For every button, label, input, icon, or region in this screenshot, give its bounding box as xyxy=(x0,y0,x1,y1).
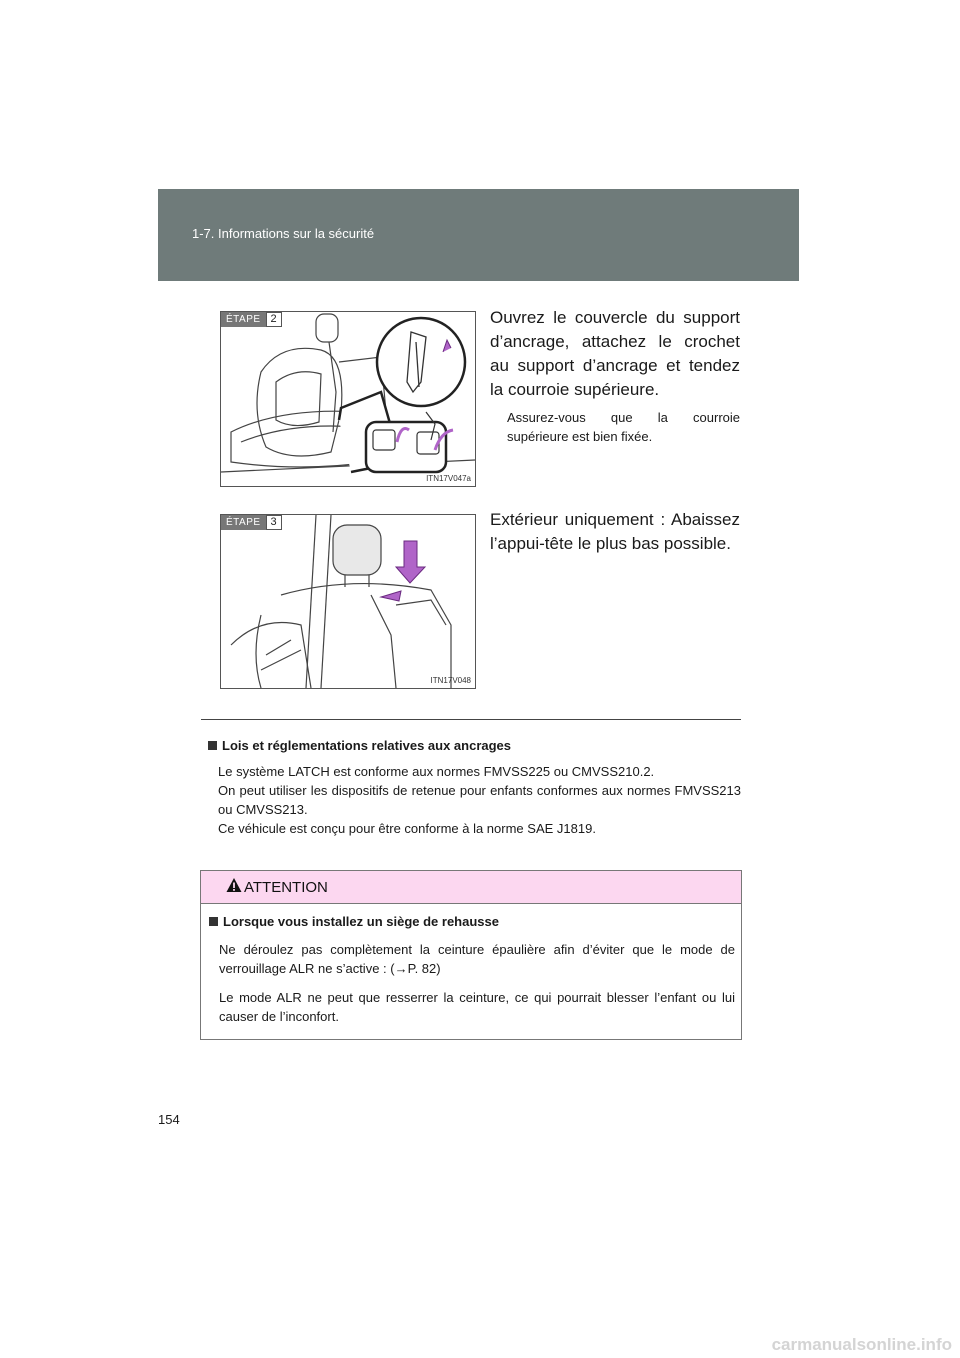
info-section-body xyxy=(218,762,741,838)
step-2-note: Assurez-vous que la courroie supérieure est bien fixée. xyxy=(507,410,740,444)
info-paragraph: Le système LATCH est conforme aux normes FMVSS225 ou CMVSS210.2. xyxy=(218,764,655,779)
warning-paragraph: Ne déroulez pas complètement la ceinture épaulière afin d’éviter que le mode de verrouillage ALR ne s’active : (→P. 82) xyxy=(219,942,735,976)
warning-triangle-icon xyxy=(226,877,242,893)
step-label: ÉTAPE xyxy=(221,312,266,327)
step-3-instruction: Extérieur uniquement : Abaissez l’appui-tête le plus bas possible. xyxy=(490,510,740,553)
section-header xyxy=(158,189,799,281)
section-title: 1-7. Informations sur la sécurité xyxy=(192,226,375,241)
step-badge xyxy=(221,515,282,530)
info-paragraph: Ce véhicule est conçu pour être conforme à la norme SAE J1819. xyxy=(218,821,596,836)
headrest-lowering-illustration xyxy=(221,515,475,688)
watermark: carmanualsonline.info xyxy=(771,1335,952,1354)
warning-subtitle: Lorsque vous installez un siège de rehausse xyxy=(209,914,499,929)
step-label: ÉTAPE xyxy=(221,515,266,530)
step-2-instruction: Ouvrez le couvercle du support d’ancrage, attachez le crochet au support d’ancrage et tendez la courroie supérieure. xyxy=(490,308,740,399)
warning-box xyxy=(200,870,742,1040)
step-badge xyxy=(221,312,282,327)
figure-code: ITN17V047a xyxy=(426,474,471,483)
warning-paragraph: Le mode ALR ne peut que resserrer la ceinture, ce qui pourrait blesser l’enfant ou lui causer de l’inconfort. xyxy=(219,990,735,1024)
step-2-figure xyxy=(220,311,476,487)
page-number: 154 xyxy=(158,1112,180,1127)
warning-title: ATTENTION xyxy=(244,879,328,896)
square-bullet-icon xyxy=(209,917,218,926)
info-section-title: Lois et réglementations relatives aux ancrages xyxy=(208,738,511,753)
square-bullet-icon xyxy=(208,741,217,750)
info-paragraph: On peut utiliser les dispositifs de retenue pour enfants conformes aux normes FMVSS213 ou CMVSS213. xyxy=(218,783,741,817)
figure-code: ITN17V048 xyxy=(430,676,471,685)
warning-header xyxy=(201,871,741,904)
child-seat-tether-illustration xyxy=(221,312,475,486)
section-divider xyxy=(201,719,741,720)
step-3-figure xyxy=(220,514,476,689)
step-number: 2 xyxy=(266,312,282,327)
step-number: 3 xyxy=(266,515,282,530)
